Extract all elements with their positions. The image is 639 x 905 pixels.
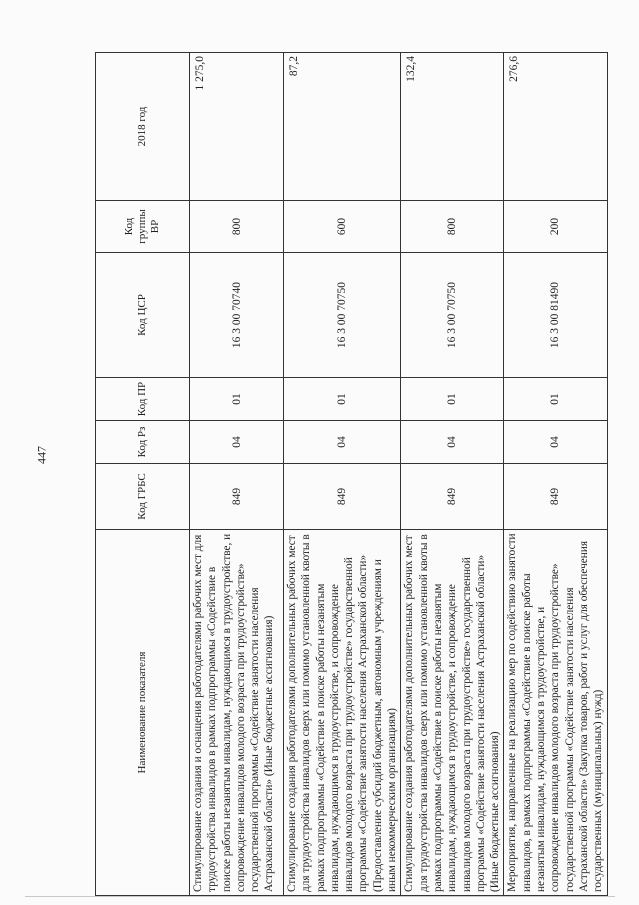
table-row — [401, 53, 504, 896]
row-grbs: 849 — [401, 464, 504, 530]
row-name: Стимулирование создания и оснащения работодателями рабочих мест для трудоустройства инвалидов в рамках подпрограммы «Содействие в поиске работы незанятым инвалидам, нуждающимся в трудоустройстве, и сопровождение инвалидов молодого возраста при трудоустройстве» государственной программы «Содействие занятости населения Астраханской области» (Иные бюджетные ассигнования) — [190, 530, 284, 896]
row-pr: 01 — [190, 378, 284, 421]
row-amount: 132,4 — [401, 53, 504, 201]
rotated-table-content — [95, 53, 605, 896]
header-name: Наименование показателя — [96, 530, 190, 896]
row-amount: 87,2 — [284, 53, 401, 201]
row-vr: 800 — [401, 201, 504, 253]
row-vr: 800 — [190, 201, 284, 253]
row-csr: 16 3 00 81490 — [504, 253, 607, 378]
row-rz: 04 — [284, 421, 401, 464]
row-grbs: 849 — [284, 464, 401, 530]
row-csr: 16 3 00 70750 — [401, 253, 504, 378]
row-pr: 01 — [284, 378, 401, 421]
row-csr: 16 3 00 70740 — [190, 253, 284, 378]
header-csr: Код ЦСР — [96, 253, 190, 378]
budget-table — [95, 52, 608, 896]
row-rz: 04 — [401, 421, 504, 464]
row-name: Мероприятия, направленные на реализацию мер по содействию занятости инвалидов, в рамках подпрограммы «Содействие в поиске работы незанятым инвалидам, нуждающимся в трудоустройстве, и сопровождение инвалидов молодого возраста при трудоустройстве» государственной программы «Содействие занятости населения Астраханской области» (Закупка товаров, работ и услуг для обеспечения государственных (муниципальных) нужд) — [504, 530, 607, 896]
header-vr: Код группы ВР — [96, 201, 190, 253]
page-number — [36, 440, 48, 470]
header-row — [96, 53, 190, 896]
row-name: Стимулирование создания работодателями дополнительных рабочих мест для трудоустройства инвалидов сверх или помимо установленной квоты в рамках подпрограммы «Содействие в поиске работы незанятым инвалидам, нуждающимся в трудоустройстве, и сопровождение инвалидов молодого возраста при трудоустройстве» государственной программы «Содействие занятости населения Астраханской области» (Предоставление субсидий бюджетным, автономным учреждениям и иным некоммерческим организациям) — [284, 530, 401, 896]
header-year: 2018 год — [96, 53, 190, 201]
row-csr: 16 3 00 70750 — [284, 253, 401, 378]
row-name: Стимулирование создания работодателями дополнительных рабочих мест для трудоустройства инвалидов сверх или помимо установленной квоты в рамках подпрограммы «Содействие в поиске работы незанятым инвалидам, нуждающимся в трудоустройстве, и сопровождение инвалидов молодого возраста при трудоустройстве» государственной программы «Содействие занятости населения Астраханской области» (Иные бюджетные ассигнования) — [401, 530, 504, 896]
row-grbs: 849 — [504, 464, 607, 530]
scan-edge-line — [25, 896, 615, 897]
header-pr: Код ПР — [96, 378, 190, 421]
row-vr: 600 — [284, 201, 401, 253]
row-vr: 200 — [504, 201, 607, 253]
row-amount: 1 275,0 — [190, 53, 284, 201]
header-grbs: Код ГРБС — [96, 464, 190, 530]
page-number-text: 447 — [34, 446, 49, 464]
row-rz: 04 — [190, 421, 284, 464]
rotated-table-area — [95, 53, 605, 896]
table-row — [190, 53, 284, 896]
table-row — [284, 53, 401, 896]
row-pr: 01 — [504, 378, 607, 421]
row-pr: 01 — [401, 378, 504, 421]
row-rz: 04 — [504, 421, 607, 464]
table-row — [504, 53, 607, 896]
row-amount: 276,6 — [504, 53, 607, 201]
row-grbs: 849 — [190, 464, 284, 530]
header-rz: Код Рз — [96, 421, 190, 464]
